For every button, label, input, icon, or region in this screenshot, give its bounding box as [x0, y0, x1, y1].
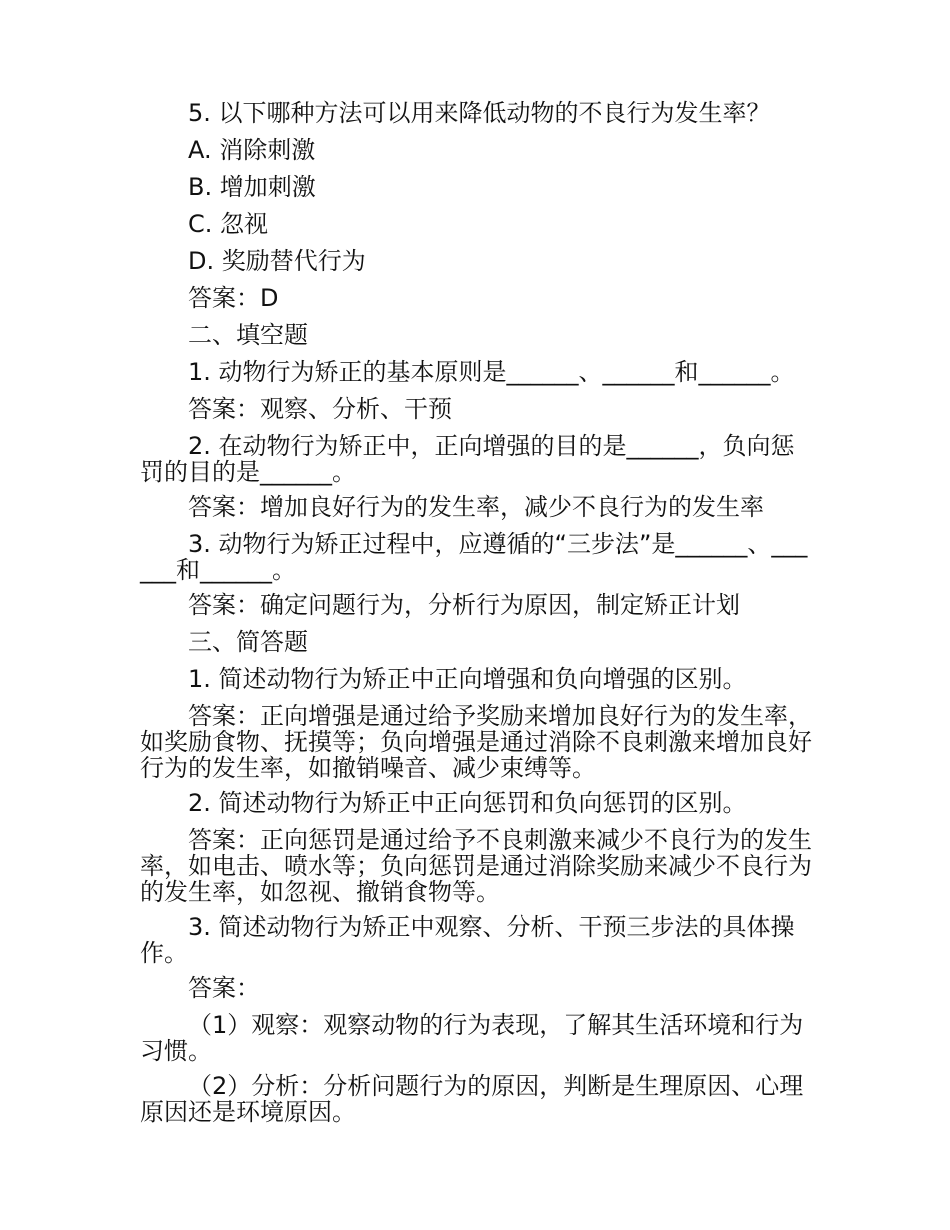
option-a: A. 消除刺激 [188, 136, 316, 164]
answer-q5: 答案：D [188, 284, 279, 312]
section-heading-fill-blank: 二、填空题 [188, 321, 308, 349]
question-5: 5. 以下哪种方法可以用来降低动物的不良行为发生率？ [188, 99, 771, 127]
section-heading-short-answer: 三、简答题 [188, 628, 308, 656]
option-b: B. 增加刺激 [188, 173, 316, 201]
short-answer-2: 答案：正向惩罚是通过给予不良刺激来减少不良行为的发生率，如电击、喷水等；负向惩罚是通过消除奖励来减少不良行为的发生率，如忽视、撤销食物等。 [140, 826, 812, 906]
short-question-2: 2. 简述动物行为矫正中正向惩罚和负向惩罚的区别。 [188, 789, 747, 817]
fill-answer-1: 答案：观察、分析、干预 [188, 395, 452, 423]
document-page [140, 100, 812, 1136]
fill-answer-3: 答案：确定问题行为，分析行为原因，制定矫正计划 [188, 591, 740, 619]
fill-question-3: 3. 动物行为矫正过程中，应遵循的“三步法”是______、______和______。 [140, 530, 808, 584]
short-answer-3-step-2: （2）分析：分析问题行为的原因，判断是生理原因、心理原因还是环境原因。 [140, 1072, 804, 1126]
option-d: D. 奖励替代行为 [188, 247, 366, 275]
short-answer-1: 答案：正向增强是通过给予奖励来增加良好行为的发生率，如奖励食物、抚摸等；负向增强是通过消除不良刺激来增加良好行为的发生率，如撤销噪音、减少束缚等。 [140, 702, 812, 782]
short-question-3: 3. 简述动物行为矫正中观察、分析、干预三步法的具体操作。 [140, 913, 795, 967]
short-answer-3-step-1: （1）观察：观察动物的行为表现，了解其生活环境和行为习惯。 [140, 1011, 804, 1065]
short-answer-3-label: 答案： [188, 974, 260, 1002]
fill-answer-2: 答案：增加良好行为的发生率，减少不良行为的发生率 [188, 493, 764, 521]
fill-question-2: 2. 在动物行为矫正中，正向增强的目的是______，负向惩罚的目的是______。 [140, 432, 795, 486]
fill-question-1: 1. 动物行为矫正的基本原则是______、______和______。 [188, 358, 795, 386]
short-question-1: 1. 简述动物行为矫正中正向增强和负向增强的区别。 [188, 665, 747, 693]
option-c: C. 忽视 [188, 210, 269, 238]
